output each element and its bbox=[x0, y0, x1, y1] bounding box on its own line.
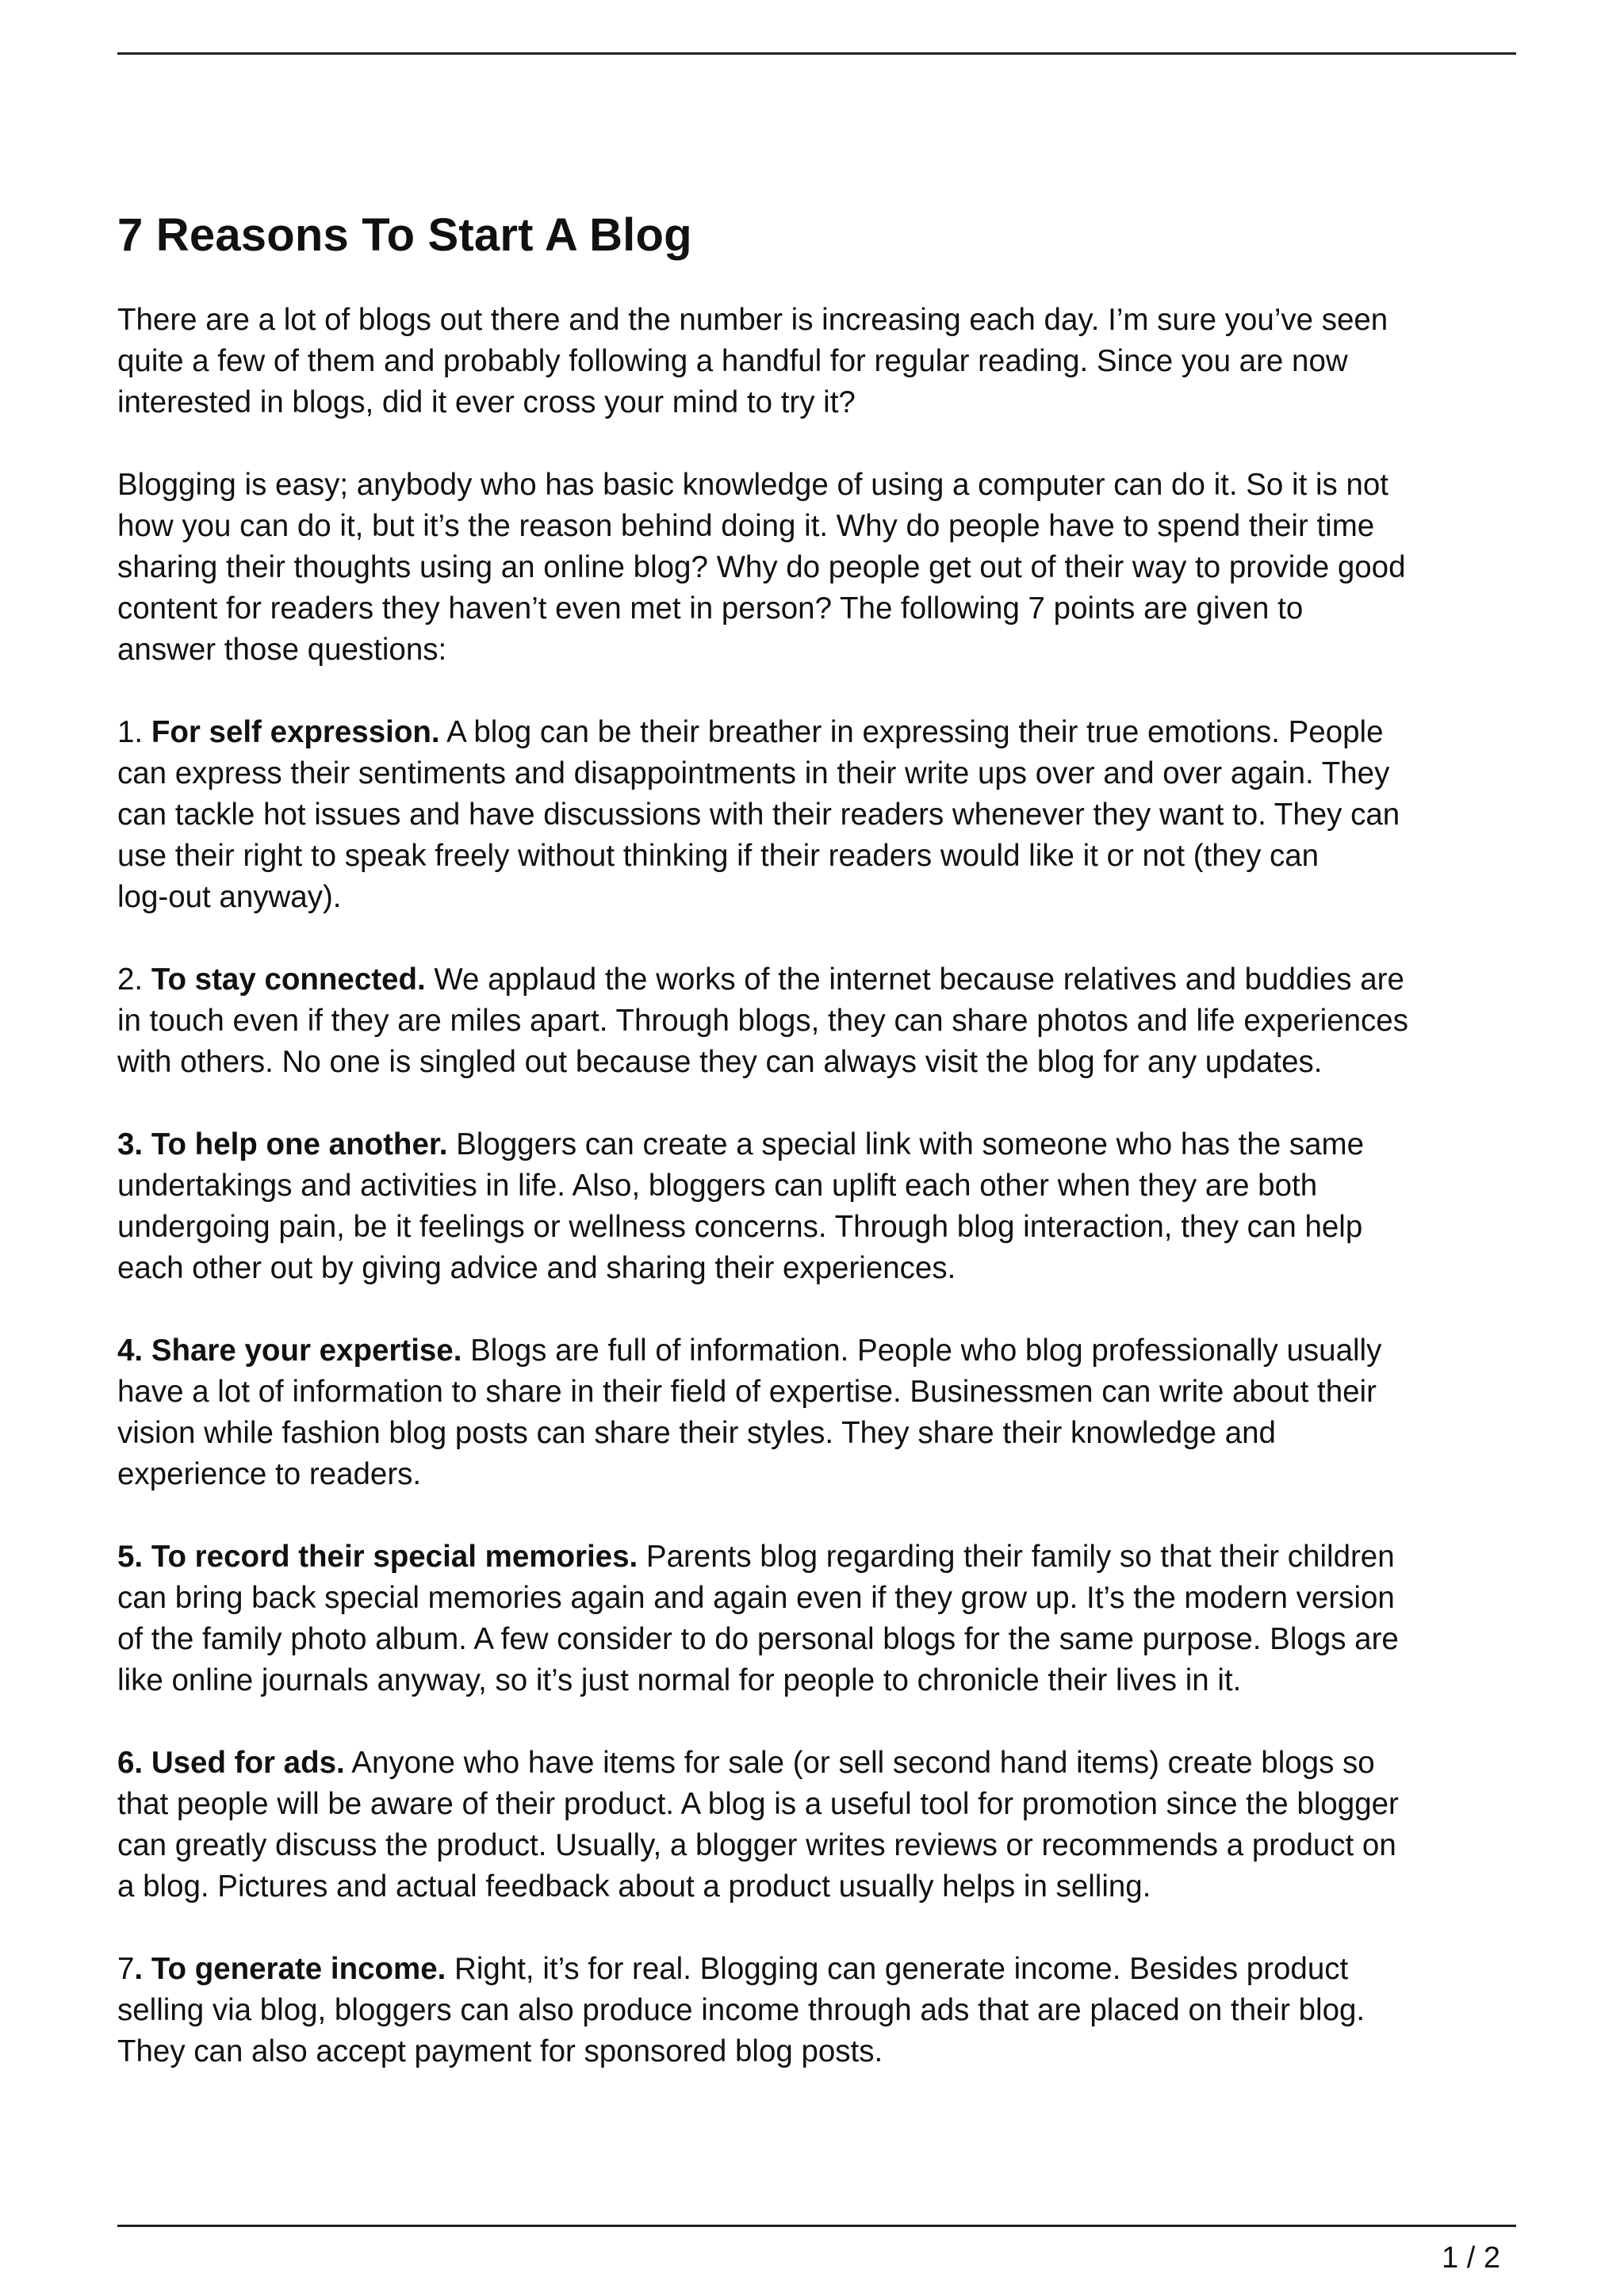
reason-text: Parents blog regarding their family so that their children can bring back special memories again and again even if they grow up. It’s the modern version of the family photo album. A few consider to do personal blogs for the same purpose. Blogs are like online journals anyway, so it’s just normal for people to chronicle their lives in it. bbox=[117, 1539, 1399, 1697]
reason-title: Share your expertise. bbox=[151, 1333, 462, 1368]
reason-number: 6. bbox=[117, 1745, 151, 1780]
reason-title: To stay connected. bbox=[151, 962, 426, 997]
reason-title: . To generate income. bbox=[134, 1951, 446, 1986]
reason-5 bbox=[117, 1536, 1529, 1701]
reason-2 bbox=[117, 959, 1529, 1083]
reason-text: A blog can be their breather in expressing their true emotions. People can express their sentiments and disappointments in their write ups over and over again. They can tackle hot issues and have discussions with their readers whenever they want to. They can use their right to speak freely without thinking if their readers would like it or not (they can log-out anyway). bbox=[117, 714, 1400, 914]
reason-title: To record their special memories. bbox=[151, 1539, 638, 1574]
footer-rule bbox=[117, 2225, 1516, 2227]
reason-text: Blogs are full of information. People who blog professionally usually have a lot of information to share in their field of expertise. Businessmen can write about their vision while fashion blog posts can share their styles. They share their knowledge and experience to readers. bbox=[117, 1333, 1382, 1491]
reason-1 bbox=[117, 712, 1529, 918]
reason-text: Right, it’s for real. Blogging can generate income. Besides product selling via blog, bloggers can also produce income through ads that are placed on their blog. They can also accept payment for sponsored blog posts. bbox=[117, 1951, 1365, 2068]
reason-number: 1. bbox=[117, 714, 151, 749]
reason-text: Bloggers can create a special link with someone who has the same undertakings and activities in life. Also, bloggers can uplift each other when they are both undergoing pain, be it feelings or wellness concerns. Through blog interaction, they can help each other out by giving advice and sharing their experiences. bbox=[117, 1127, 1365, 1285]
reason-title: For self expression. bbox=[151, 714, 440, 749]
reason-number: 2. bbox=[117, 962, 151, 997]
reason-7 bbox=[117, 1949, 1529, 2072]
reason-text: We applaud the works of the internet because relatives and buddies are in touch even if they are miles apart. Through blogs, they can share photos and life experiences with others. No one is singled out because they can always visit the blog for any updates. bbox=[117, 962, 1408, 1079]
reason-number: 3. bbox=[117, 1127, 151, 1161]
reason-text: Anyone who have items for sale (or sell second hand items) create blogs so that people will be aware of their product. A blog is a useful tool for promotion since the blogger can greatly discuss the product. Usually, a blogger writes reviews or recommends a product on a blog. Pictures and actual feedback about a product usually helps in selling. bbox=[117, 1745, 1399, 1904]
reason-title: To help one another. bbox=[151, 1127, 448, 1161]
reason-number: 4. bbox=[117, 1333, 151, 1368]
document-title: 7 Reasons To Start A Blog bbox=[117, 209, 692, 261]
document-content bbox=[117, 208, 1529, 2114]
reason-6 bbox=[117, 1743, 1529, 1908]
intro-paragraph-2: Blogging is easy; anybody who has basic knowledge of using a computer can do it. So it is not how you can do it, but it’s the reason behind doing it. Why do people have to spend their time sharing their thoughts using an online blog? Why do people get out of their way to provide good content for readers they haven’t even met in person? The following 7 points are given to answer those questions: bbox=[117, 467, 1406, 667]
intro-paragraph-1: There are a lot of blogs out there and the number is increasing each day. I’m sure you’ve seen quite a few of them and probably following a handful for regular reading. Since you are now interested in blogs, did it ever cross your mind to try it? bbox=[117, 302, 1388, 419]
reason-number: 5. bbox=[117, 1539, 151, 1574]
reason-4 bbox=[117, 1330, 1529, 1495]
reason-3 bbox=[117, 1124, 1529, 1289]
page-number: 1 / 2 bbox=[1442, 2241, 1500, 2275]
header-rule bbox=[117, 52, 1516, 55]
reason-number: 7 bbox=[117, 1951, 135, 1986]
reason-title: Used for ads. bbox=[151, 1745, 345, 1780]
